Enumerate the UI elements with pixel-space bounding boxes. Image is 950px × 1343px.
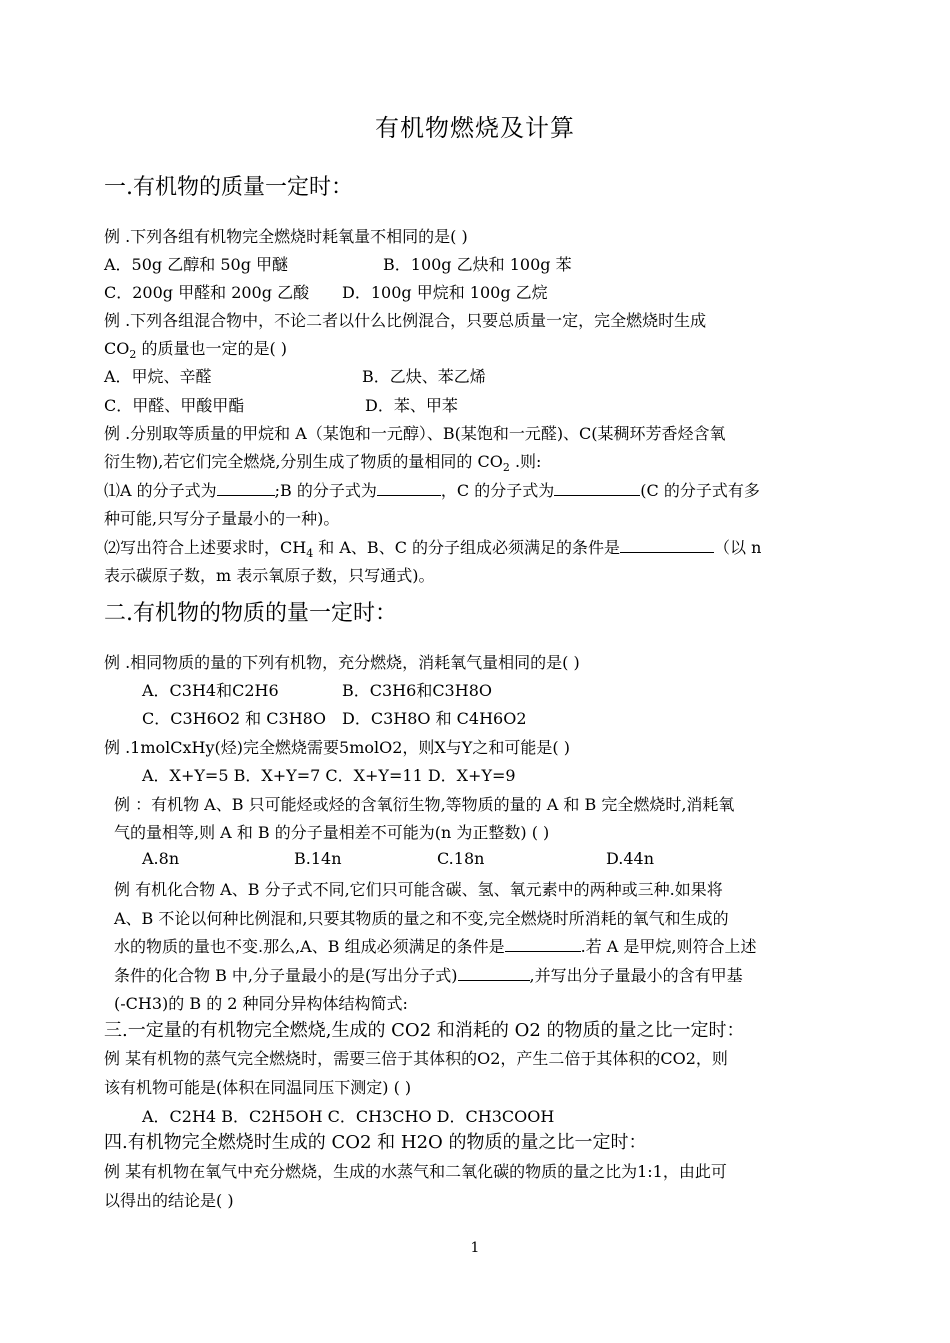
s2-ex3-line2: 气的量相等,则 A 和 B 的分子量相差不可能为(n 为正整数) ( ) <box>114 823 550 842</box>
s2-ex2-options: A．X+Y=5 B．X+Y=7 C．X+Y=11 D．X+Y=9 <box>142 766 516 785</box>
s1-ex3-q2: ⑵写出符合上述要求时，$CH_4$ 和 A、B、C 的分子组成必须满足的条件是 （以 n <box>104 538 762 561</box>
s2-ex1-optD: D．C3H8O 和 C4H6O2 <box>342 709 527 728</box>
s2-ex4-line5: (-CH3)的 B 的 2 种同分异构体结构简式: <box>114 994 408 1013</box>
s1-ex2-optD: D．苯、甲苯 <box>365 396 458 415</box>
s1-ex3-line1: 例 .分别取等质量的甲烷和 A（某饱和一元醇）、B(某饱和一元醛)、C(某稠环芳香烃含氧 <box>104 424 726 443</box>
s1-ex3-q2-line2: 表示碳原子数，m 表示氧原子数，只写通式)。 <box>104 566 435 585</box>
s1-ex1-stem: 例 .下列各组有机物完全燃烧时耗氧量不相同的是( ) <box>104 227 468 246</box>
s1-ex2-optA: A．甲烷、辛醛 <box>104 367 212 386</box>
s2-ex3-line1: 例 ：有机物 A、B 只可能烃或烃的含氧衍生物,等物质的量的 A 和 B 完全燃烧时,消耗氧 <box>114 795 735 814</box>
s2-ex4-line2: A、B 不论以何种比例混和,只要其物质的量之和不变,完全燃烧时所消耗的氧气和生成的 <box>114 909 729 928</box>
section4-heading: 四.有机物完全燃烧时生成的 CO2 和 H2O 的物质的量之比一定时： <box>104 1132 647 1153</box>
s2-ex4-line1: 例 有机化合物 A、B 分子式不同,它们只可能含碳、氢、氧元素中的两种或三种.如果将 <box>114 880 723 899</box>
s1-ex1-optB: B．100g 乙炔和 100g 苯 <box>383 255 572 274</box>
s1-ex2-stem: 例 .下列各组混合物中，不论二者以什么比例混合，只要总质量一定，完全燃烧时生成 <box>104 311 707 330</box>
answer-blank <box>505 950 581 952</box>
s2-ex3-optB: B.14n <box>294 849 342 868</box>
section2-heading: 二.有机物的物质的量一定时： <box>104 601 397 626</box>
document-title: 有机物燃烧及计算 <box>375 114 575 142</box>
s1-ex3-q1-line2: 种可能,只写分子量最小的一种)。 <box>104 509 340 528</box>
page-number: 1 <box>470 1240 480 1256</box>
answer-blank <box>620 551 714 553</box>
s3-ex-line1: 例 某有机物的蒸气完全燃烧时，需要三倍于其体积的O2，产生二倍于其体积的CO2，则 <box>104 1049 728 1068</box>
answer-blank <box>377 494 441 496</box>
s1-ex3-q1: ⑴A 的分子式为 ;B 的分子式为 ，C 的分子式为 (C 的分子式有多 <box>104 481 760 500</box>
s1-ex2-optB: B．乙炔、苯乙烯 <box>362 367 486 386</box>
s1-ex2-optC: C．甲醛、甲酸甲酯 <box>104 396 245 415</box>
s2-ex2-stem: 例 .1molCxHy(烃)完全燃烧需要5molO2，则X与Y之和可能是( ) <box>104 738 570 757</box>
answer-blank <box>458 979 530 981</box>
s2-ex1-stem: 例 .相同物质的量的下列有机物，充分燃烧，消耗氧气量相同的是( ) <box>104 653 580 672</box>
s1-ex1-optD: D．100g 甲烷和 100g 乙烷 <box>342 283 548 302</box>
s3-ex-options: A．C2H4 B．C2H5OH C．CH3CHO D．CH3COOH <box>142 1107 555 1126</box>
s1-ex1-optC: C．200g 甲醛和 200g 乙酸 <box>104 283 310 302</box>
s2-ex3-optC: C.18n <box>437 849 485 868</box>
section1-heading: 一.有机物的质量一定时： <box>104 175 353 200</box>
s4-ex-line2: 以得出的结论是( ) <box>104 1191 234 1210</box>
s2-ex4-line4: 条件的化合物 B 中,分子量最小的是(写出分子式) ,并写出分子量最小的含有甲基 <box>114 966 743 985</box>
s1-ex1-optA: A．50g 乙醇和 50g 甲醚 <box>104 255 289 274</box>
s4-ex-line1: 例 某有机物在氧气中充分燃烧，生成的水蒸气和二氧化碳的物质的量之比为1:1，由此可 <box>104 1162 727 1181</box>
s3-ex-line2: 该有机物可能是(体积在同温同压下测定) ( ) <box>104 1078 412 1097</box>
s2-ex1-optB: B．C3H6和C3H8O <box>342 681 492 700</box>
s2-ex4-line3: 水的物质的量也不变.那么,A、B 组成必须满足的条件是 .若 A 是甲烷,则符合上述 <box>114 937 757 956</box>
answer-blank <box>217 494 275 496</box>
s2-ex3-optA: A.8n <box>142 849 180 868</box>
s2-ex3-optD: D.44n <box>606 849 655 868</box>
s2-ex1-optC: C．C3H6O2 和 C3H8O <box>142 709 326 728</box>
s1-ex2-stem-line2: $CO_2$ 的质量也一定的是( ) <box>104 339 288 362</box>
section3-heading: 三.一定量的有机物完全燃烧,生成的 CO2 和消耗的 O2 的物质的量之比一定时： <box>104 1020 745 1041</box>
s2-ex1-optA: A．C3H4和C2H6 <box>142 681 279 700</box>
s1-ex3-line2: 衍生物),若它们完全燃烧,分别生成了物质的量相同的 $CO_2$ .则: <box>104 452 542 475</box>
answer-blank <box>554 494 640 496</box>
